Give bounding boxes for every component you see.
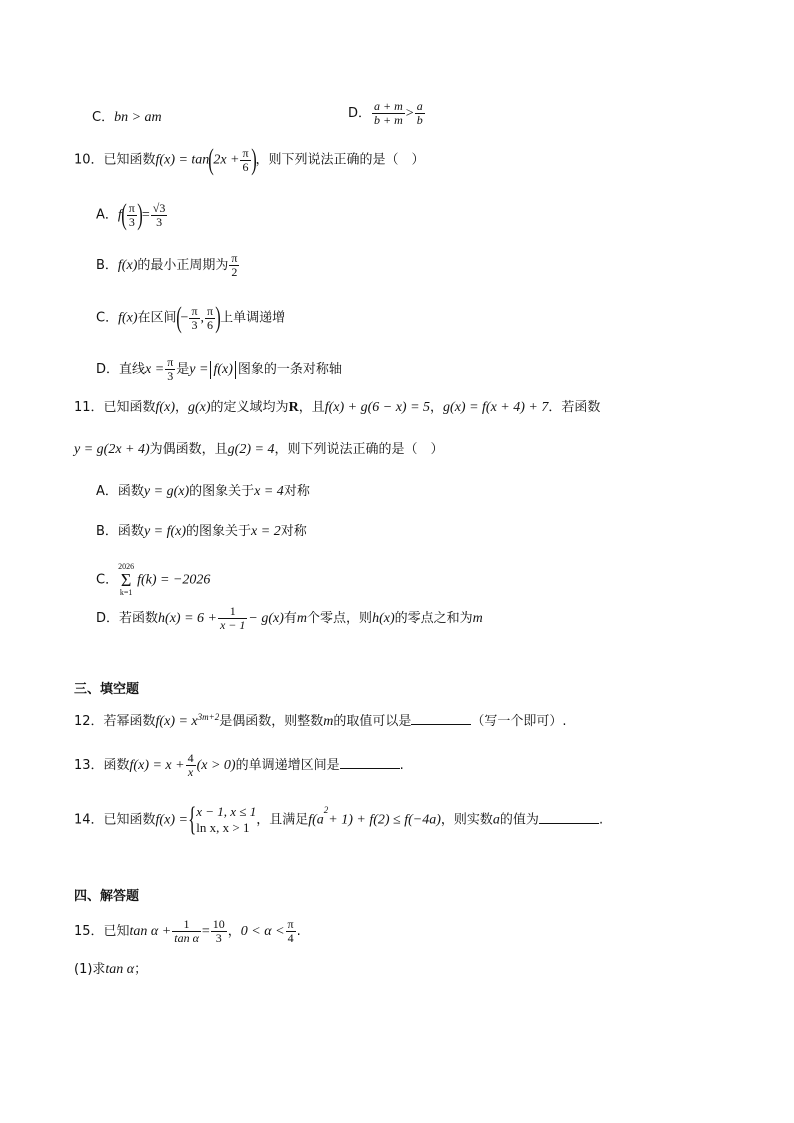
case-line: x − 1, x ≤ 1 [196,804,257,819]
math-expr: (x > 0) [196,758,236,773]
math-expr: f(x) [213,362,233,377]
fraction [186,752,196,779]
frac-num: 10 [212,917,225,931]
fraction [127,202,137,229]
cases-brace: { [188,801,197,838]
math-exponent: 2 [323,805,329,815]
stem-text: 12．若幂函数 [74,714,156,729]
answer-blank[interactable] [411,710,471,725]
math-expr: g(x) = f(x + 4) + 7 [443,400,549,415]
paren-close: ) [250,143,257,176]
fraction [172,918,201,945]
stem-text: 13．函数 [74,758,130,773]
math-expr: a [492,812,500,828]
fraction [218,605,247,632]
math-expr: g(x) [188,400,211,415]
stem-text: ．若函数 [548,400,601,415]
stem-text: 11．已知函数 [74,400,156,415]
stem-text: . [598,812,604,828]
option-label: B． [96,524,118,539]
math-expr: f(x) [118,310,138,326]
option-text: 函数 [117,524,144,539]
stem-text: 为偶函数，且 [149,442,228,457]
frac-den: 6 [207,317,214,332]
option-text: 对称 [280,524,307,539]
frac-den: b + m [374,113,403,127]
frac-num: π [128,200,135,215]
math-expr: g(2) = 4 [227,442,275,457]
q11-stem-line2 [74,440,443,460]
option-text: 对称 [283,484,310,499]
frac-num: π [242,145,249,160]
q10-option-a [96,200,168,230]
sum-upper: 2026 [118,562,135,571]
frac-den: x [187,765,194,779]
math-expr: 0 < α < [240,924,285,939]
option-label: A． [96,484,118,499]
fraction [211,918,227,945]
abs-bar [235,361,236,379]
math-expr: y = g(2x + 4) [74,442,150,457]
q11-option-b [96,522,307,542]
q15-stem [74,918,301,945]
option-text: 的图象关于 [186,524,252,539]
q15-part1 [74,960,147,980]
frac-den: x − 1 [219,618,246,632]
math-expr: m [472,611,483,626]
q11-option-a [96,482,310,502]
fraction [286,918,296,945]
paren-open: ( [121,198,127,231]
option-text: 直线 [119,362,146,377]
case-line: ln x, x > 1 [196,820,250,835]
section-title-answer: 四、解答题 [74,889,140,904]
stem-text: 的取值可以是 [333,714,412,729]
option-text: 函数 [117,484,144,499]
fraction [240,147,250,174]
option-label: D． [96,362,120,377]
q14 [74,803,603,837]
fraction [165,356,175,383]
math-expr: f(x) = tan [155,152,210,168]
math-expr: h(x) [372,611,395,626]
stem-text: ，且满足 [256,812,309,828]
math-expr: + 1) + f(2) ≤ f(−4a) [328,812,441,828]
q11-stem-line1 [74,398,600,418]
fraction [189,305,199,332]
stem-text: ，则下列说法正确的是（ ） [255,152,425,168]
option-text: 有 [283,611,297,626]
math-op: − [180,310,189,326]
fraction [205,305,215,332]
q9-option-d [348,100,426,127]
q10-option-d [96,356,342,383]
frac-num: 4 [187,751,194,765]
q11-option-c [96,562,210,598]
stem-text: 的单调递增区间是 [235,758,340,773]
option-label: A． [96,207,118,223]
math-op: > [405,106,414,121]
math-expr: m [323,714,334,729]
section-title-fill-blank: 三、填空题 [74,682,140,697]
option-label: C． [96,310,119,326]
stem-text: ， [227,924,241,939]
math-expr: tan α + [129,924,172,939]
frac-den: 3 [191,317,198,332]
paren-close: ) [137,198,143,231]
stem-text: ，且 [298,400,325,415]
stem-text: 15．已知 [74,924,130,939]
math-expr: − g(x) [248,611,284,626]
option-text: 是 [176,362,190,377]
option-label: C． [92,110,115,125]
math-expr: f(x) [155,400,175,415]
frac-num: π [207,303,214,318]
stem-text: 的定义域均为 [210,400,289,415]
q10-stem [74,145,425,175]
math-expr: f(x) = x [155,714,198,729]
frac-den: 3 [128,214,135,229]
answer-blank[interactable] [539,809,599,824]
math-op: = [141,207,150,223]
frac-den: 6 [242,159,249,174]
frac-num: √3 [152,200,166,215]
option-label: D． [96,611,120,626]
option-label: B． [96,258,118,273]
frac-den: 2 [231,265,238,279]
q9-option-c [92,108,162,128]
q13 [74,752,404,779]
frac-den: 4 [287,931,294,945]
stem-text: ， [430,400,444,415]
frac-den: 3 [215,931,222,945]
math-expr: f(a [308,812,324,828]
math-expr: m [296,611,308,626]
math-expr: f(x) = [155,812,188,828]
option-text: 个零点，则 [307,611,373,626]
frac-num: 1 [172,918,201,932]
stem-text: ， [174,400,188,415]
math-expr: f(x) = x + [129,758,185,773]
frac-num: π [167,355,174,369]
sum-sign: Σ [120,570,132,590]
math-expr: x = 4 [254,484,284,499]
math-op: , [200,310,204,326]
option-text: 在区间 [137,310,177,326]
option-text: 若函数 [119,611,159,626]
stem-text: ，则实数 [440,812,493,828]
math-expr: y = [189,362,209,377]
option-label: C． [96,572,119,588]
math-expr: 2x + [213,152,240,168]
frac-den: 3 [156,214,163,229]
paren-open: ( [208,143,215,176]
frac-den: b [416,113,423,127]
fraction [372,100,405,127]
fraction [151,202,168,229]
abs-bar [210,361,211,379]
math-expr: tan α [105,962,135,977]
frac-num: a [416,99,423,113]
fraction [415,100,425,127]
frac-num: π [231,251,238,265]
math-expr: h(x) = 6 + [158,611,217,626]
piecewise-cases [196,804,256,836]
option-text: 上单调递增 [220,310,286,326]
summation [118,562,134,598]
frac-num: π [287,917,294,931]
sum-lower: k=1 [119,588,133,597]
option-text: 的零点之和为 [394,611,473,626]
option-text: 的图象关于 [189,484,255,499]
math-expr: bn > am [114,110,162,125]
math-expr: R [288,400,299,415]
paren-close: ) [215,301,221,334]
math-exponent: 3m+2 [197,712,220,722]
math-expr: f(x) + g(6 − x) = 5 [324,400,431,415]
frac-num: a + m [374,99,403,113]
math-expr: f [117,207,122,223]
stem-text: （写一个即可）. [471,714,567,729]
stem-text: . [399,758,404,773]
stem-text: . [296,924,301,939]
math-expr: f(x) [117,258,138,273]
math-expr: y = f(x) [143,524,187,539]
option-text: 图象的一条对称轴 [237,362,342,377]
frac-num: 1 [218,605,247,619]
math-expr: x = 2 [251,524,281,539]
frac-den: 3 [167,369,174,383]
stem-text: 10．已知函数 [74,152,156,168]
frac-den: tan α [174,931,199,945]
part-text: (1)求 [74,962,106,977]
q10-option-c [96,303,285,333]
option-label: D． [348,106,372,121]
math-op: = [201,924,210,939]
math-expr: f(k) = −2026 [137,572,211,588]
stem-text: ，则下列说法正确的是（ ） [274,442,444,457]
frac-num: π [191,303,198,318]
q12 [74,710,567,732]
stem-text: 14．已知函数 [74,812,156,828]
answer-blank[interactable] [340,754,400,769]
stem-text: 是偶函数，则整数 [219,714,324,729]
q10-option-b [96,252,240,279]
part-text: ； [134,962,148,977]
stem-text: 的值为 [499,812,539,828]
q11-option-d [96,605,483,632]
paren-open: ( [175,301,182,334]
fraction [229,252,239,279]
option-text: 的最小正周期为 [137,258,229,273]
math-expr: y = g(x) [143,484,190,499]
math-expr: x = [145,362,165,377]
